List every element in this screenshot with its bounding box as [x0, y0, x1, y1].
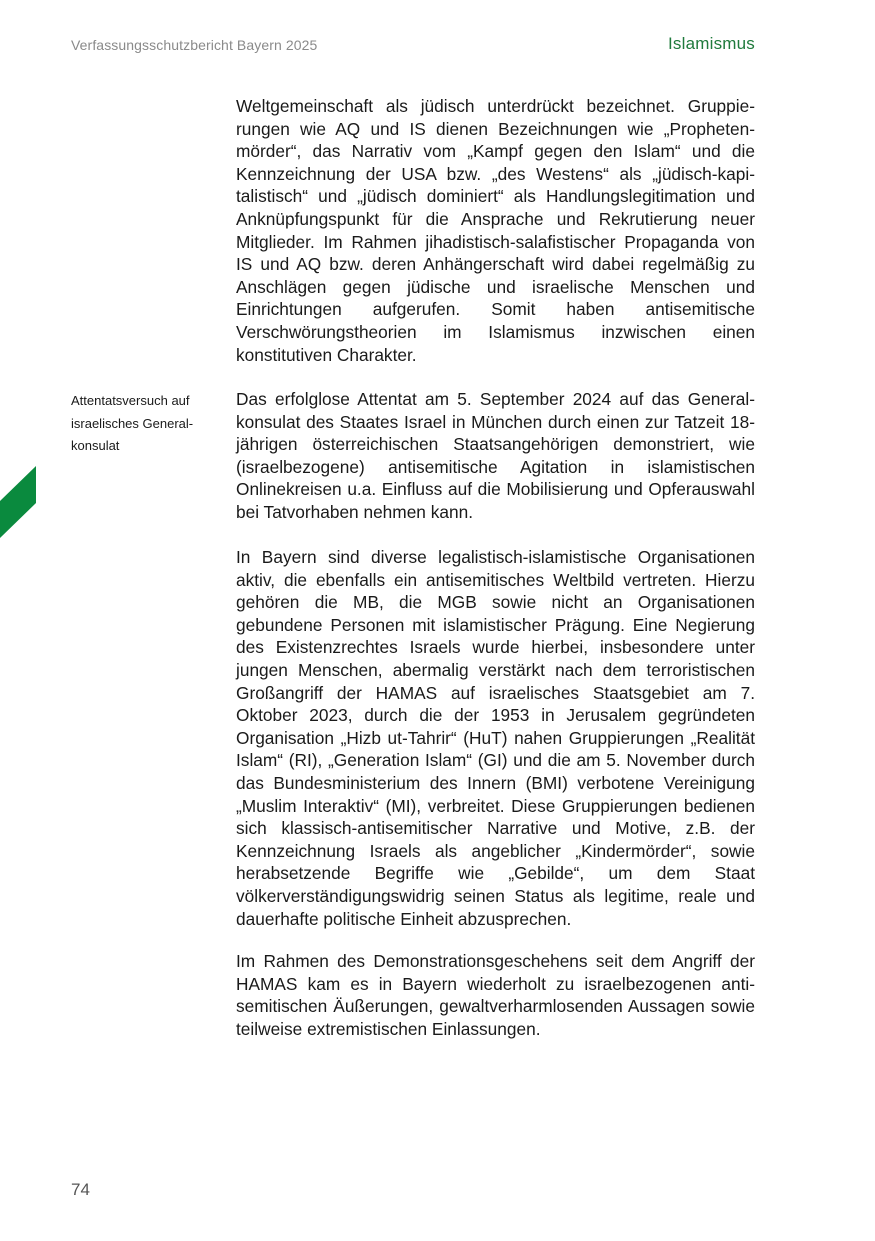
running-header-publication: Verfassungsschutzbericht Bayern 2025: [71, 37, 318, 53]
section-tab-marker: [0, 466, 36, 538]
paragraph-text: Das erfolglose Attentat am 5. September 2024 auf das Generalkonsulat des Staates Israel in München durch einen zur Tatzeit 18-jährigen österreichischen Staatsangehörigen demonstriert, wie (israelbezogene) antisemitische Agitation in islamistischen Onlinekreisen u.a. Einfluss auf die Mobilisierung und Opferauswahl bei Tatvorhaben nehmen kann.: [236, 389, 755, 522]
running-header-section: Islamismus: [667, 34, 755, 53]
body-paragraph: [236, 950, 755, 1040]
body-paragraph: [236, 388, 755, 524]
margin-note-line: konsulat: [71, 438, 120, 453]
page-number: 74: [71, 1180, 90, 1199]
margin-note-line: israelisches General-: [71, 415, 194, 431]
margin-note-line: Attentatsversuch auf: [71, 393, 190, 408]
body-paragraph: [236, 546, 755, 930]
margin-note: [71, 390, 221, 458]
paragraph-text: In Bayern sind diverse legalistisch-islamistische Organisationen aktiv, die ebenfalls ein antisemitisches Weltbild vertreten. Hierzu gehören die MB, die MGB sowie nicht an Organisationen gebundene Personen mit islamistischer Prägung. Eine Negierung des Existenzrechtes Israels wurde hierbei, insbesondere unter jungen Menschen, abermalig verstärkt nach dem terroristischen Großangriff der HAMAS auf israelisches Staatsgebiet am 7. Oktober 2023, durch die der 1953 in Jerusalem gegründeten Organisation „Hizb ut-Tahrir“ (HuT) nahen Gruppierungen „Realität Islam“ (RI), „Generation Islam“ (GI) und die am 5. November durch das Bundesministerium des Innern (BMI) verbotene Vereinigung „Muslim Interaktiv“ (MI), verbreitet. Diese Gruppierungen bedienen sich klassisch-antisemitischer Narrative und Motive, z.B. der Kennzeichnung Israels als angeblicher „Kindermörder“, sowie herabsetzende Begriffe wie „Gebilde“, um dem Staat völkerverständigungswidrig seinen Status als legitime, reale und dauerhafte politische Einheit abzusprechen.: [236, 547, 755, 929]
paragraph-text: Im Rahmen des Demonstrationsgeschehens seit dem Angriff der HAMAS kam es in Bayern wiederholt zu israelbezogenen antisemitischen Äußerungen, gewaltverharmlosenden Aussagen sowie teilweise extremistischen Einlassungen.: [236, 951, 755, 1039]
body-paragraph: [236, 95, 755, 366]
paragraph-text: Weltgemeinschaft als jüdisch unterdrückt bezeichnet. Gruppierungen wie AQ und IS dienen Bezeichnungen wie „Prophetenmörder“, das Narrativ vom „Kampf gegen den Islam“ und die Kennzeichnung der USA bzw. „des Westens“ als „jüdisch-kapitalistisch“ und „jüdisch dominiert“ als Handlungslegitimation und Anknüpfungspunkt für die Ansprache und Rekrutierung neuer Mitglieder. Im Rahmen jihadistisch-salafistischer Propaganda von IS und AQ bzw. deren Anhängerschaft wird dabei regelmäßig zu Anschlägen gegen jüdische und israelische Menschen und Einrichtungen aufgerufen. Somit haben antisemitische Verschwörungstheorien im Islamismus inzwischen einen konstitutiven Charakter.: [236, 96, 755, 365]
